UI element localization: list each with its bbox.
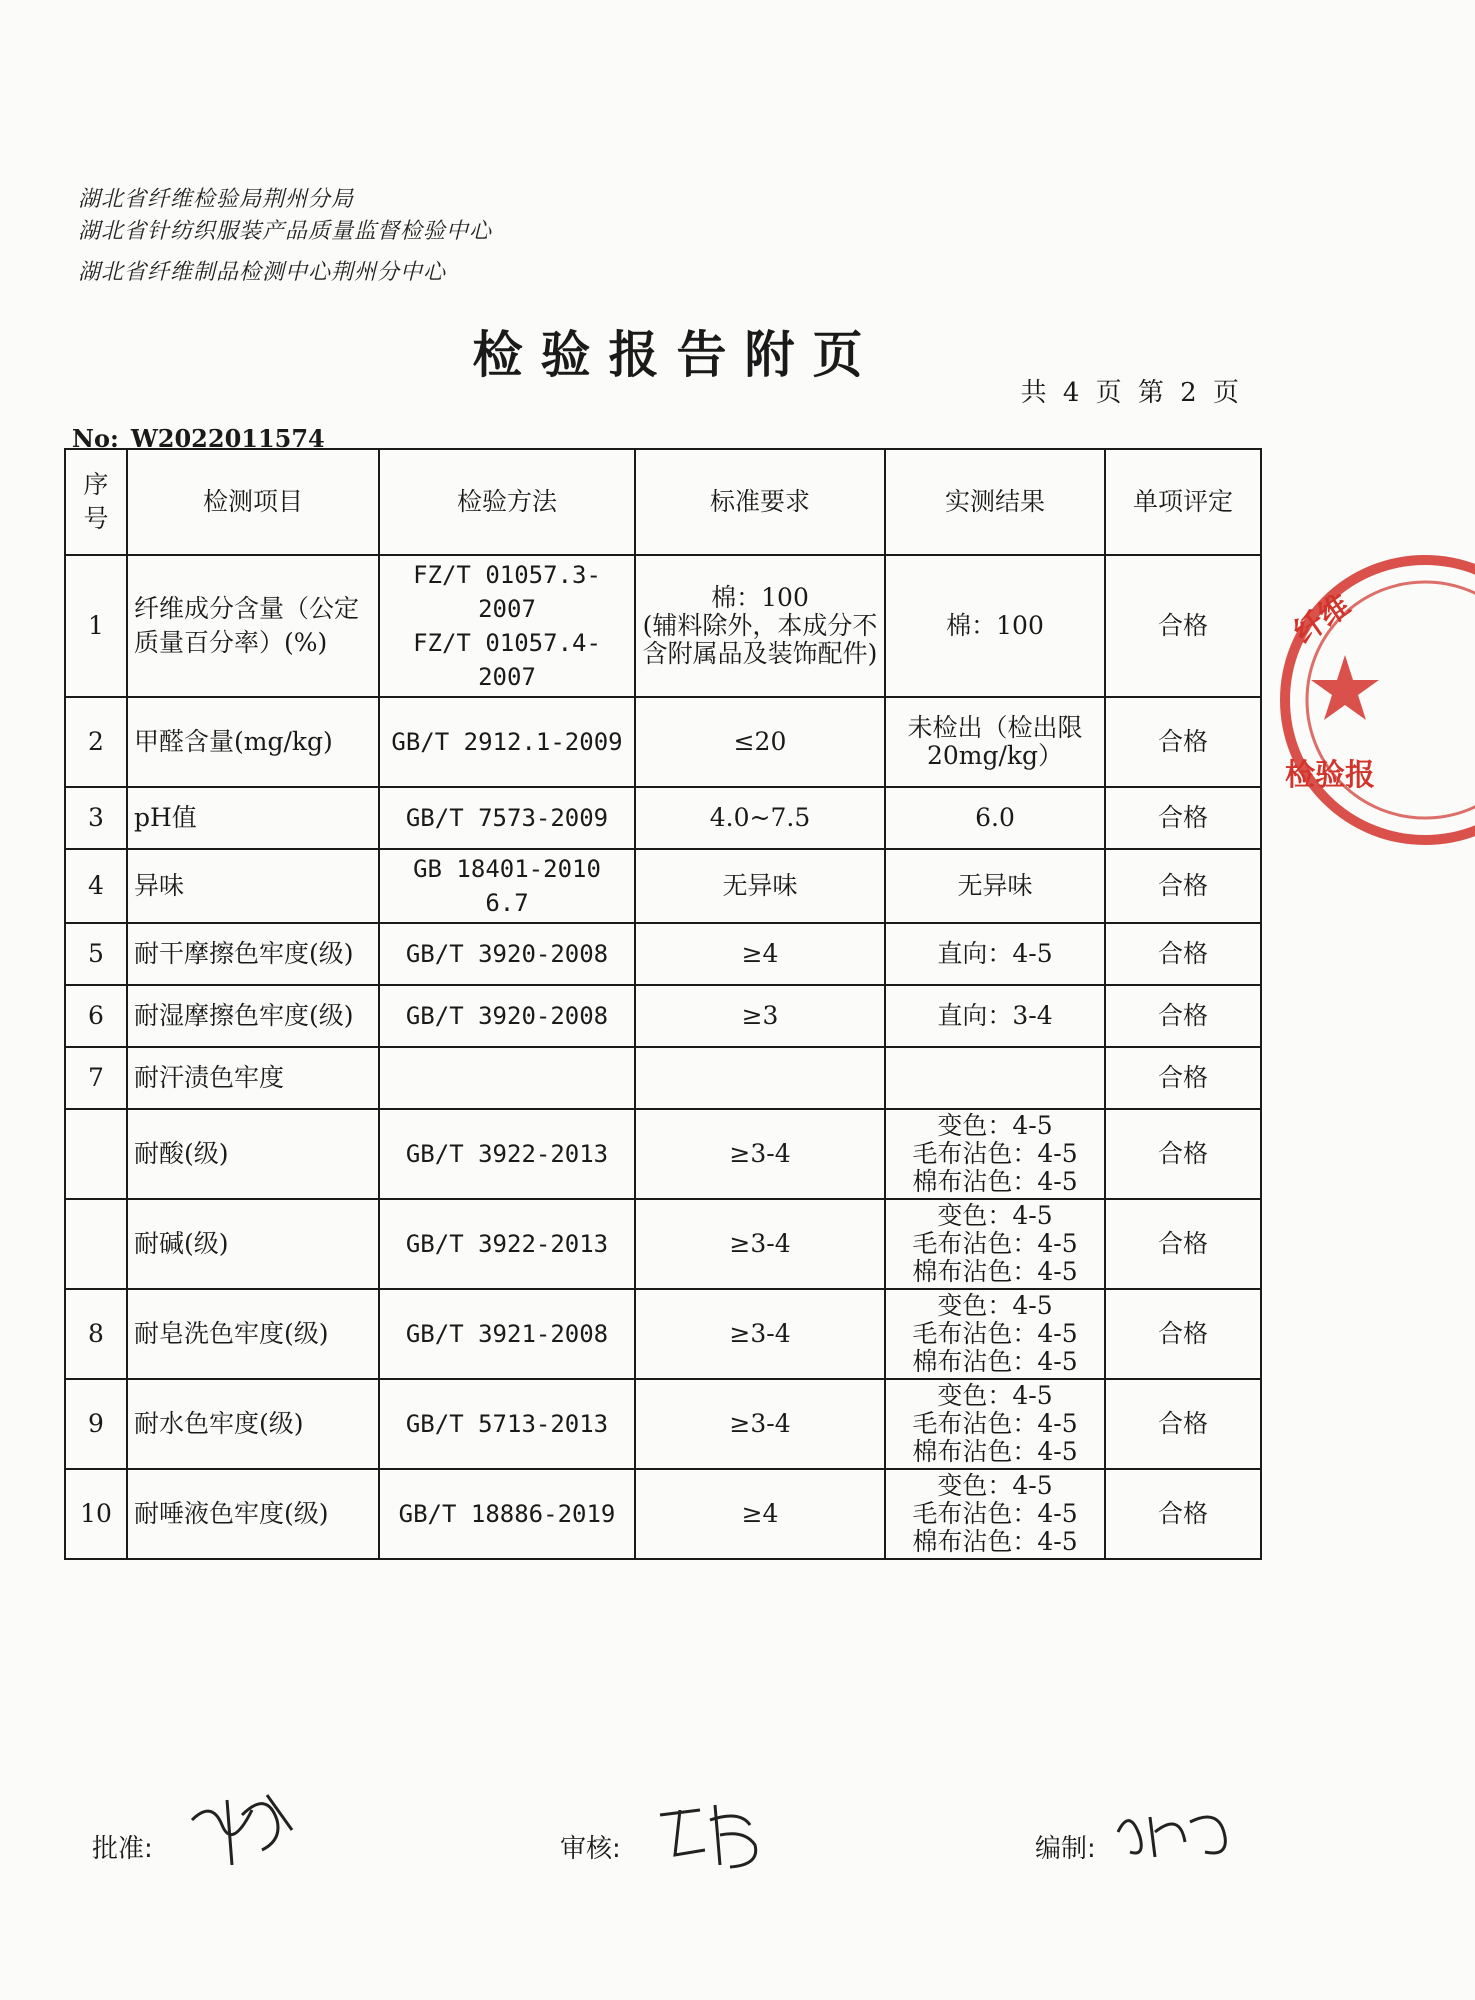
table-row [65, 555, 1261, 697]
org-name-3: 湖北省纤维制品检测中心荆州分中心 [78, 260, 447, 285]
row-method: GB/T 7573-2009 [379, 787, 635, 849]
row-method: GB/T 3920-2008 [379, 985, 635, 1047]
table-row [65, 849, 1261, 923]
row-standard [635, 1047, 885, 1109]
row-item: 耐酸(级) [127, 1109, 379, 1199]
row-method [379, 1047, 635, 1109]
row-number: 7 [65, 1047, 127, 1109]
reviewer-signature-icon [650, 1795, 770, 1875]
col-header-result: 实测结果 [885, 449, 1105, 555]
row-number: 4 [65, 849, 127, 923]
row-method: GB/T 3920-2008 [379, 923, 635, 985]
row-method: GB 18401-2010 6.7 [379, 849, 635, 923]
table-row [65, 787, 1261, 849]
row-method: FZ/T 01057.3-2007 FZ/T 01057.4-2007 [379, 555, 635, 697]
table-body [65, 555, 1261, 1559]
row-verdict: 合格 [1105, 787, 1261, 849]
table-row [65, 1109, 1261, 1199]
approver-label: 批准: [92, 1834, 153, 1864]
col-header-verdict: 单项评定 [1105, 449, 1261, 555]
table-row [65, 1379, 1261, 1469]
row-verdict: 合格 [1105, 1469, 1261, 1559]
col-header-method: 检验方法 [379, 449, 635, 555]
row-verdict: 合格 [1105, 1109, 1261, 1199]
row-number: 6 [65, 985, 127, 1047]
row-number: 3 [65, 787, 127, 849]
row-result: 变色：4-5 毛布沾色：4-5 棉布沾色：4-5 [885, 1199, 1105, 1289]
row-verdict: 合格 [1105, 555, 1261, 697]
row-verdict: 合格 [1105, 1379, 1261, 1469]
row-number: 10 [65, 1469, 127, 1559]
row-item: 耐唾液色牢度(级) [127, 1469, 379, 1559]
page-title: 检验报告附页 [472, 326, 881, 384]
row-verdict: 合格 [1105, 923, 1261, 985]
row-item: 耐湿摩擦色牢度(级) [127, 985, 379, 1047]
row-verdict: 合格 [1105, 1199, 1261, 1289]
row-method: GB/T 3922-2013 [379, 1109, 635, 1199]
row-verdict: 合格 [1105, 1047, 1261, 1109]
col-header-standard: 标准要求 [635, 449, 885, 555]
org-name-2: 湖北省针纺织服装产品质量监督检验中心 [78, 219, 493, 244]
org-name-1: 湖北省纤维检验局荆州分局 [78, 187, 355, 212]
row-result: 变色：4-5 毛布沾色：4-5 棉布沾色：4-5 [885, 1379, 1105, 1469]
table-row [65, 1047, 1261, 1109]
row-method: GB/T 2912.1-2009 [379, 697, 635, 787]
table-row [65, 1289, 1261, 1379]
row-item: 耐皂洗色牢度(级) [127, 1289, 379, 1379]
row-standard: ≥3-4 [635, 1199, 885, 1289]
row-result [885, 1047, 1105, 1109]
svg-text:纤维: 纤维 [1287, 587, 1357, 651]
page-info: 共 4 页 第 2 页 [1020, 378, 1243, 408]
row-result: 棉：100 [885, 555, 1105, 697]
row-item: 耐汗渍色牢度 [127, 1047, 379, 1109]
row-verdict: 合格 [1105, 1289, 1261, 1379]
table-row [65, 923, 1261, 985]
row-result: 直向：3-4 [885, 985, 1105, 1047]
row-standard: ≥3 [635, 985, 885, 1047]
row-method: GB/T 18886-2019 [379, 1469, 635, 1559]
row-standard: ≥4 [635, 923, 885, 985]
row-number [65, 1109, 127, 1199]
row-number: 1 [65, 555, 127, 697]
row-result: 无异味 [885, 849, 1105, 923]
row-item: 耐碱(级) [127, 1199, 379, 1289]
row-number: 2 [65, 697, 127, 787]
row-standard: ≤20 [635, 697, 885, 787]
row-standard: ≥3-4 [635, 1379, 885, 1469]
row-method: GB/T 3921-2008 [379, 1289, 635, 1379]
row-item: 纤维成分含量（公定质量百分率）(%) [127, 555, 379, 697]
preparer-signature-icon [1110, 1802, 1240, 1867]
row-standard: ≥4 [635, 1469, 885, 1559]
table-row [65, 1469, 1261, 1559]
reviewer-label: 审核: [560, 1834, 621, 1864]
row-method: GB/T 5713-2013 [379, 1379, 635, 1469]
col-header-no: 序号 [65, 449, 127, 555]
row-item: 耐干摩擦色牢度(级) [127, 923, 379, 985]
row-result: 变色：4-5 毛布沾色：4-5 棉布沾色：4-5 [885, 1289, 1105, 1379]
preparer-label: 编制: [1035, 1834, 1096, 1864]
row-standard: 棉：100 (辅料除外，本成分不含附属品及装饰配件) [635, 555, 885, 697]
row-result: 直向：4-5 [885, 923, 1105, 985]
approver-signature-icon [182, 1780, 302, 1875]
signature-area [0, 1810, 1353, 1910]
col-header-item: 检测项目 [127, 449, 379, 555]
table-header-row [65, 449, 1261, 555]
row-method: GB/T 3922-2013 [379, 1199, 635, 1289]
row-number: 5 [65, 923, 127, 985]
row-standard: 无异味 [635, 849, 885, 923]
row-verdict: 合格 [1105, 697, 1261, 787]
inspection-seal-icon [1275, 540, 1475, 860]
report-number-value: W2022011574 [130, 424, 325, 453]
row-number: 8 [65, 1289, 127, 1379]
report-number-label: No: [72, 424, 119, 453]
row-item: pH值 [127, 787, 379, 849]
row-verdict: 合格 [1105, 985, 1261, 1047]
row-result: 变色：4-5 毛布沾色：4-5 棉布沾色：4-5 [885, 1469, 1105, 1559]
row-result: 变色：4-5 毛布沾色：4-5 棉布沾色：4-5 [885, 1109, 1105, 1199]
row-standard: ≥3-4 [635, 1109, 885, 1199]
table-row [65, 985, 1261, 1047]
table-row [65, 697, 1261, 787]
row-number: 9 [65, 1379, 127, 1469]
results-table [64, 448, 1262, 1560]
row-item: 甲醛含量(mg/kg) [127, 697, 379, 787]
row-verdict: 合格 [1105, 849, 1261, 923]
row-number [65, 1199, 127, 1289]
row-standard: 4.0~7.5 [635, 787, 885, 849]
row-item: 耐水色牢度(级) [127, 1379, 379, 1469]
row-result: 6.0 [885, 787, 1105, 849]
row-item: 异味 [127, 849, 379, 923]
svg-text:检验报: 检验报 [1285, 758, 1375, 793]
row-result: 未检出（检出限20mg/kg） [885, 697, 1105, 787]
row-standard: ≥3-4 [635, 1289, 885, 1379]
table-row [65, 1199, 1261, 1289]
